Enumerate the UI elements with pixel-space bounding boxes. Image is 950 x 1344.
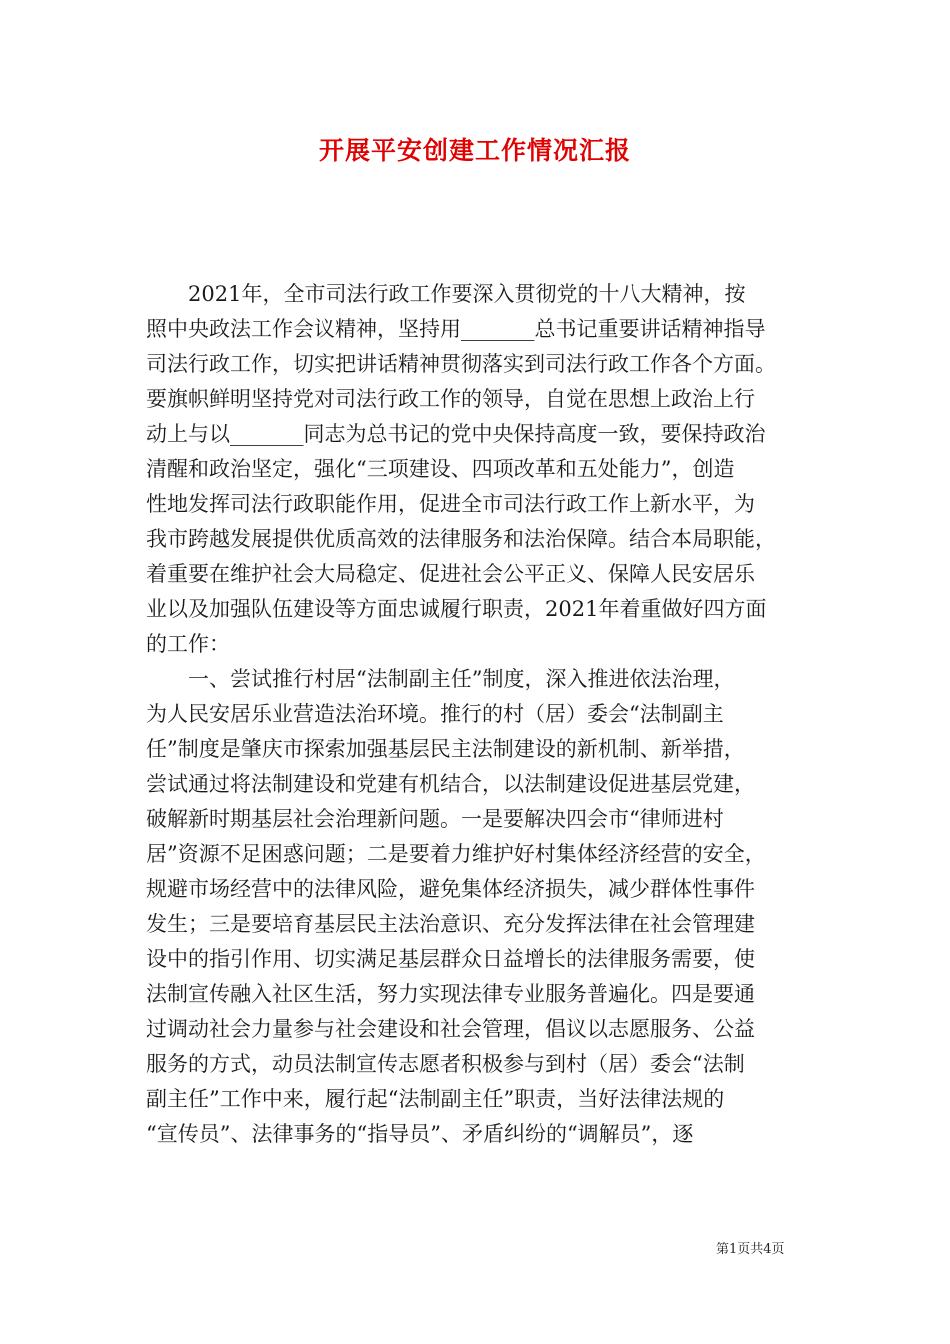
body-line: 法制宣传融入社区生活，努力实现法律专业服务普遍化。四是要通 [146, 982, 755, 1006]
body-line: 副主任”工作中来，履行起“法制副主任”职责，当好法律法规的 [146, 1087, 725, 1111]
body-line: 动上与以_______同志为总书记的党中央保持高度一致，要保持政治 [146, 422, 766, 446]
body-line: 任”制度是肇庆市探索加强基层民主法制建设的新机制、新举措， [146, 737, 745, 761]
body-line: 一、尝试推行村居“法制副主任”制度，深入推进依法治理， [146, 667, 735, 691]
body-line: 尝试通过将法制建设和党建有机结合，以法制建设促进基层党建， [146, 772, 755, 796]
body-line: 发生；三是要培育基层民主法治意识、充分发挥法律在社会管理建 [146, 912, 755, 936]
body-line: 的工作： [146, 632, 230, 656]
page-number: 第1页共4页 [716, 1242, 785, 1257]
body-line: 过调动社会力量参与社会建设和社会管理，倡议以志愿服务、公益 [146, 1017, 755, 1041]
body-line: 规避市场经营中的法律风险，避免集体经济损失，减少群体性事件 [146, 877, 755, 901]
body-line: 2021年，全市司法行政工作要深入贯彻党的十八大精神，按 [146, 282, 746, 306]
body-line: 设中的指引作用、切实满足基层群众日益增长的法律服务需要，使 [146, 947, 755, 971]
body-line: 破解新时期基层社会治理新问题。一是要解决四会市“律师进村 [146, 807, 724, 831]
body-line: 我市跨越发展提供优质高效的法律服务和法治保障。结合本局职能， [146, 527, 776, 551]
body-line: 为人民安居乐业营造法治环境。推行的村（居）委会“法制副主 [146, 702, 724, 726]
body-line: 要旗帜鲜明坚持党对司法行政工作的领导，自觉在思想上政治上行 [146, 387, 755, 411]
body-line: 业以及加强队伍建设等方面忠诚履行职责，2021年着重做好四方面 [146, 597, 767, 621]
body-line: “宣传员”、法律事务的“指导员”、矛盾纠纷的“调解员”，逐 [146, 1122, 694, 1146]
body-line: 着重要在维护社会大局稳定、促进社会公平正义、保障人民安居乐 [146, 562, 755, 586]
document-body [146, 277, 811, 1152]
body-line: 居”资源不足困惑问题；二是要着力维护好村集体经济经营的安全， [146, 842, 766, 866]
body-line: 照中央政法工作会议精神，坚持用_______总书记重要讲话精神指导 [146, 317, 766, 341]
body-line: 司法行政工作，切实把讲话精神贯彻落实到司法行政工作各个方面。 [146, 352, 776, 376]
body-line: 服务的方式，动员法制宣传志愿者积极参与到村（居）委会“法制 [146, 1052, 745, 1076]
document-title: 开展平安创建工作情况汇报 [318, 136, 631, 165]
body-line: 性地发挥司法行政职能作用，促进全市司法行政工作上新水平，为 [146, 492, 755, 516]
body-line: 清醒和政治坚定，强化“三项建设、四项改革和五处能力”，创造 [146, 457, 735, 481]
